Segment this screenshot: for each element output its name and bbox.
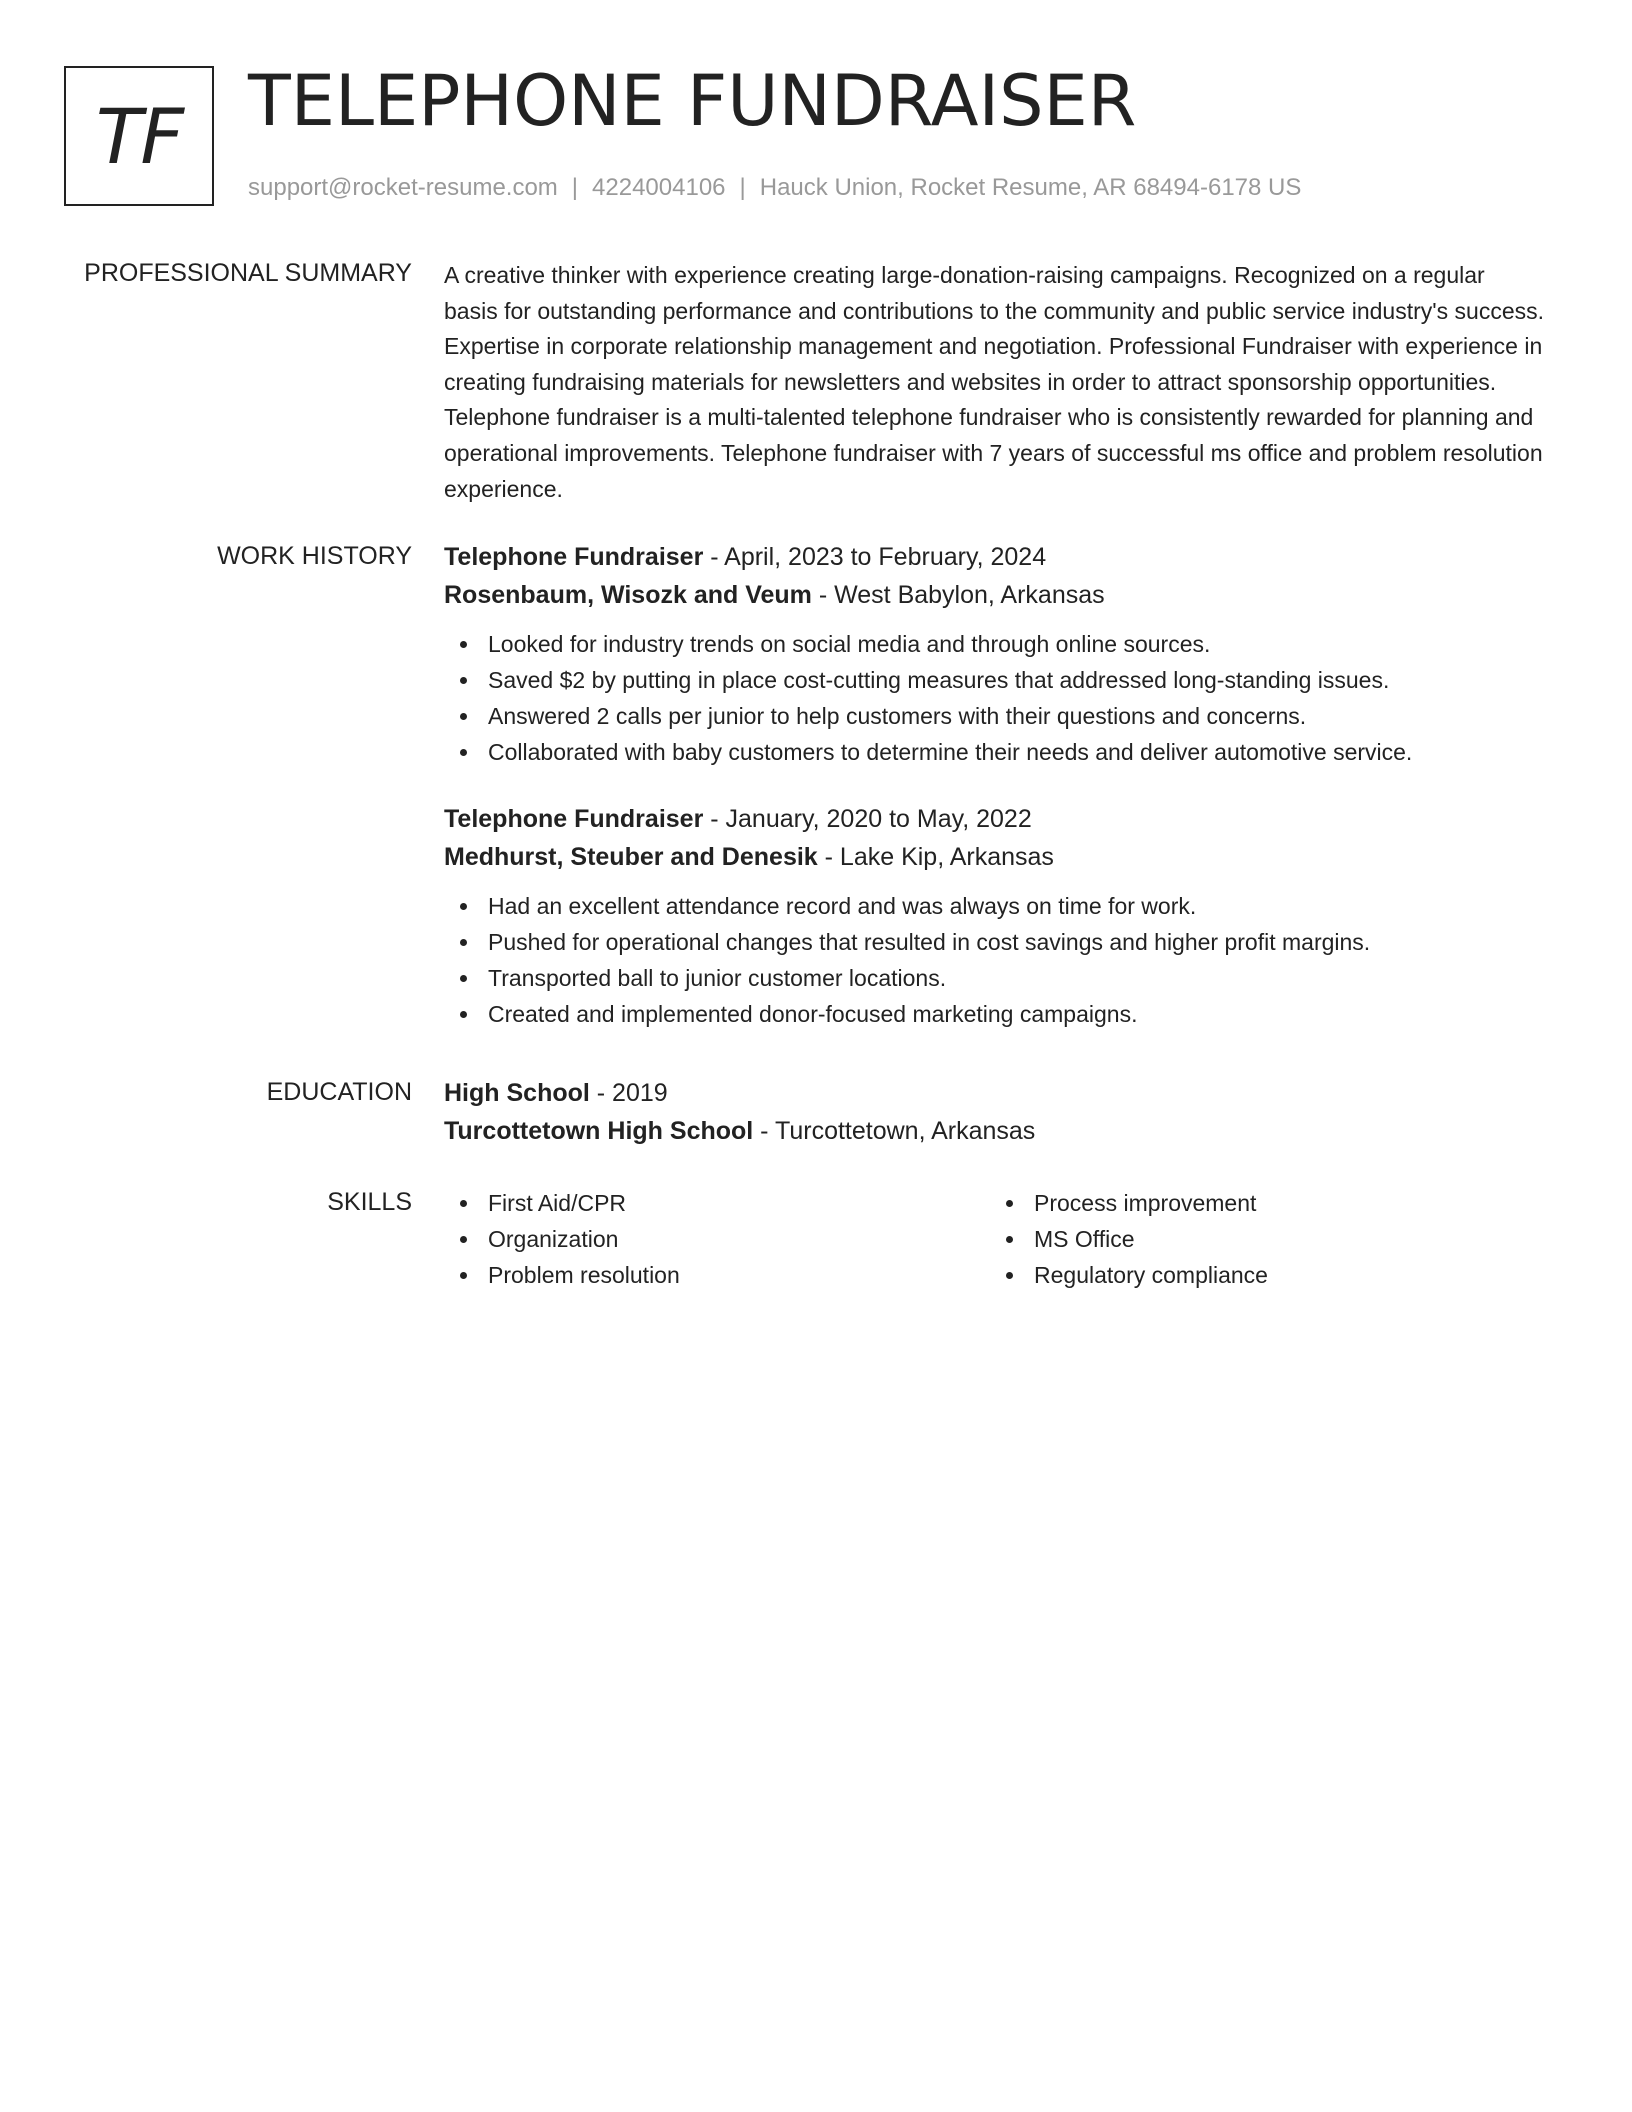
education-school: Turcottetown High School bbox=[444, 1117, 754, 1145]
job-duty: Saved $2 by putting in place cost-cutting measures that addressed long-standing issues. bbox=[444, 662, 1544, 698]
job-company: Rosenbaum, Wisozk and Veum bbox=[444, 581, 812, 609]
contact-phone: 4224004106 bbox=[592, 174, 726, 201]
job-entry bbox=[444, 538, 1544, 770]
education-year: - 2019 bbox=[589, 1079, 668, 1107]
resume-title: TELEPHONE FUNDRAISER bbox=[248, 60, 1137, 142]
contact-separator: | bbox=[571, 174, 579, 201]
skill-item: MS Office bbox=[990, 1221, 1536, 1257]
job-entry bbox=[444, 800, 1544, 1032]
skill-item: Organization bbox=[444, 1221, 990, 1257]
education-location: - Turcottetown, Arkansas bbox=[753, 1117, 1036, 1145]
job-duty: Looked for industry trends on social media and through online sources. bbox=[444, 626, 1544, 662]
job-duty: Answered 2 calls per junior to help customers with their questions and concerns. bbox=[444, 698, 1544, 734]
work-history-heading: WORK HISTORY bbox=[217, 542, 412, 570]
education-heading: EDUCATION bbox=[266, 1078, 412, 1106]
job-company: Medhurst, Steuber and Denesik bbox=[444, 843, 818, 871]
job-company-line bbox=[444, 838, 1544, 876]
education-degree: High School bbox=[444, 1079, 590, 1107]
skill-item: Regulatory compliance bbox=[990, 1257, 1536, 1293]
job-dates: - January, 2020 to May, 2022 bbox=[703, 805, 1032, 833]
contact-separator: | bbox=[739, 174, 746, 201]
skill-item: Problem resolution bbox=[444, 1257, 990, 1293]
initials-monogram bbox=[64, 66, 214, 206]
job-duty: Pushed for operational changes that resulted in cost savings and higher profit margins. bbox=[444, 924, 1544, 960]
job-title-line bbox=[444, 538, 1544, 576]
job-location: - West Babylon, Arkansas bbox=[811, 581, 1105, 609]
job-duty: Created and implemented donor-focused marketing campaigns. bbox=[444, 996, 1544, 1032]
education-degree-line bbox=[444, 1074, 1544, 1112]
summary-heading: PROFESSIONAL SUMMARY bbox=[84, 259, 412, 287]
initials-text: TF bbox=[95, 91, 183, 181]
contact-address: Hauck Union, Rocket Resume, AR 68494-6178 US bbox=[759, 174, 1302, 201]
skills-heading: SKILLS bbox=[327, 1188, 412, 1216]
job-duty: Had an excellent attendance record and was always on time for work. bbox=[444, 888, 1544, 924]
skill-item: First Aid/CPR bbox=[444, 1185, 990, 1221]
job-title-line bbox=[444, 800, 1544, 838]
contact-email: support@rocket-resume.com bbox=[248, 174, 558, 201]
skills-list-left bbox=[444, 1185, 990, 1293]
job-duty: Collaborated with baby customers to determine their needs and deliver automotive service. bbox=[444, 734, 1544, 770]
skill-item: Process improvement bbox=[990, 1185, 1536, 1221]
job-title: Telephone Fundraiser bbox=[444, 543, 704, 571]
job-dates: - April, 2023 to February, 2024 bbox=[703, 543, 1047, 571]
job-duties-list bbox=[444, 888, 1544, 1032]
skills-columns bbox=[444, 1185, 1544, 1293]
education-school-line bbox=[444, 1112, 1544, 1150]
summary-text: A creative thinker with experience creating large-donation-raising campaigns. Recognized on a regular basis for outstanding performance and contributions to the community and public service industry's success. Expertise in corporate relationship management and negotiation. Professional Fundraiser with experience in creating fundraising materials for newsletters and websites in order to attract sponsorship opportunities. Telephone fundraiser is a multi-talented telephone fundraiser who is consistently rewarded for planning and operational improvements. Telephone fundraiser with 7 years of successful ms office and problem resolution experience. bbox=[444, 262, 1545, 502]
job-location: - Lake Kip, Arkansas bbox=[817, 843, 1054, 871]
contact-line bbox=[248, 172, 1301, 204]
job-duties-list bbox=[444, 626, 1544, 770]
skills-list-right bbox=[990, 1185, 1536, 1293]
job-company-line bbox=[444, 576, 1544, 614]
job-duty: Transported ball to junior customer locations. bbox=[444, 960, 1544, 996]
job-title: Telephone Fundraiser bbox=[444, 805, 704, 833]
